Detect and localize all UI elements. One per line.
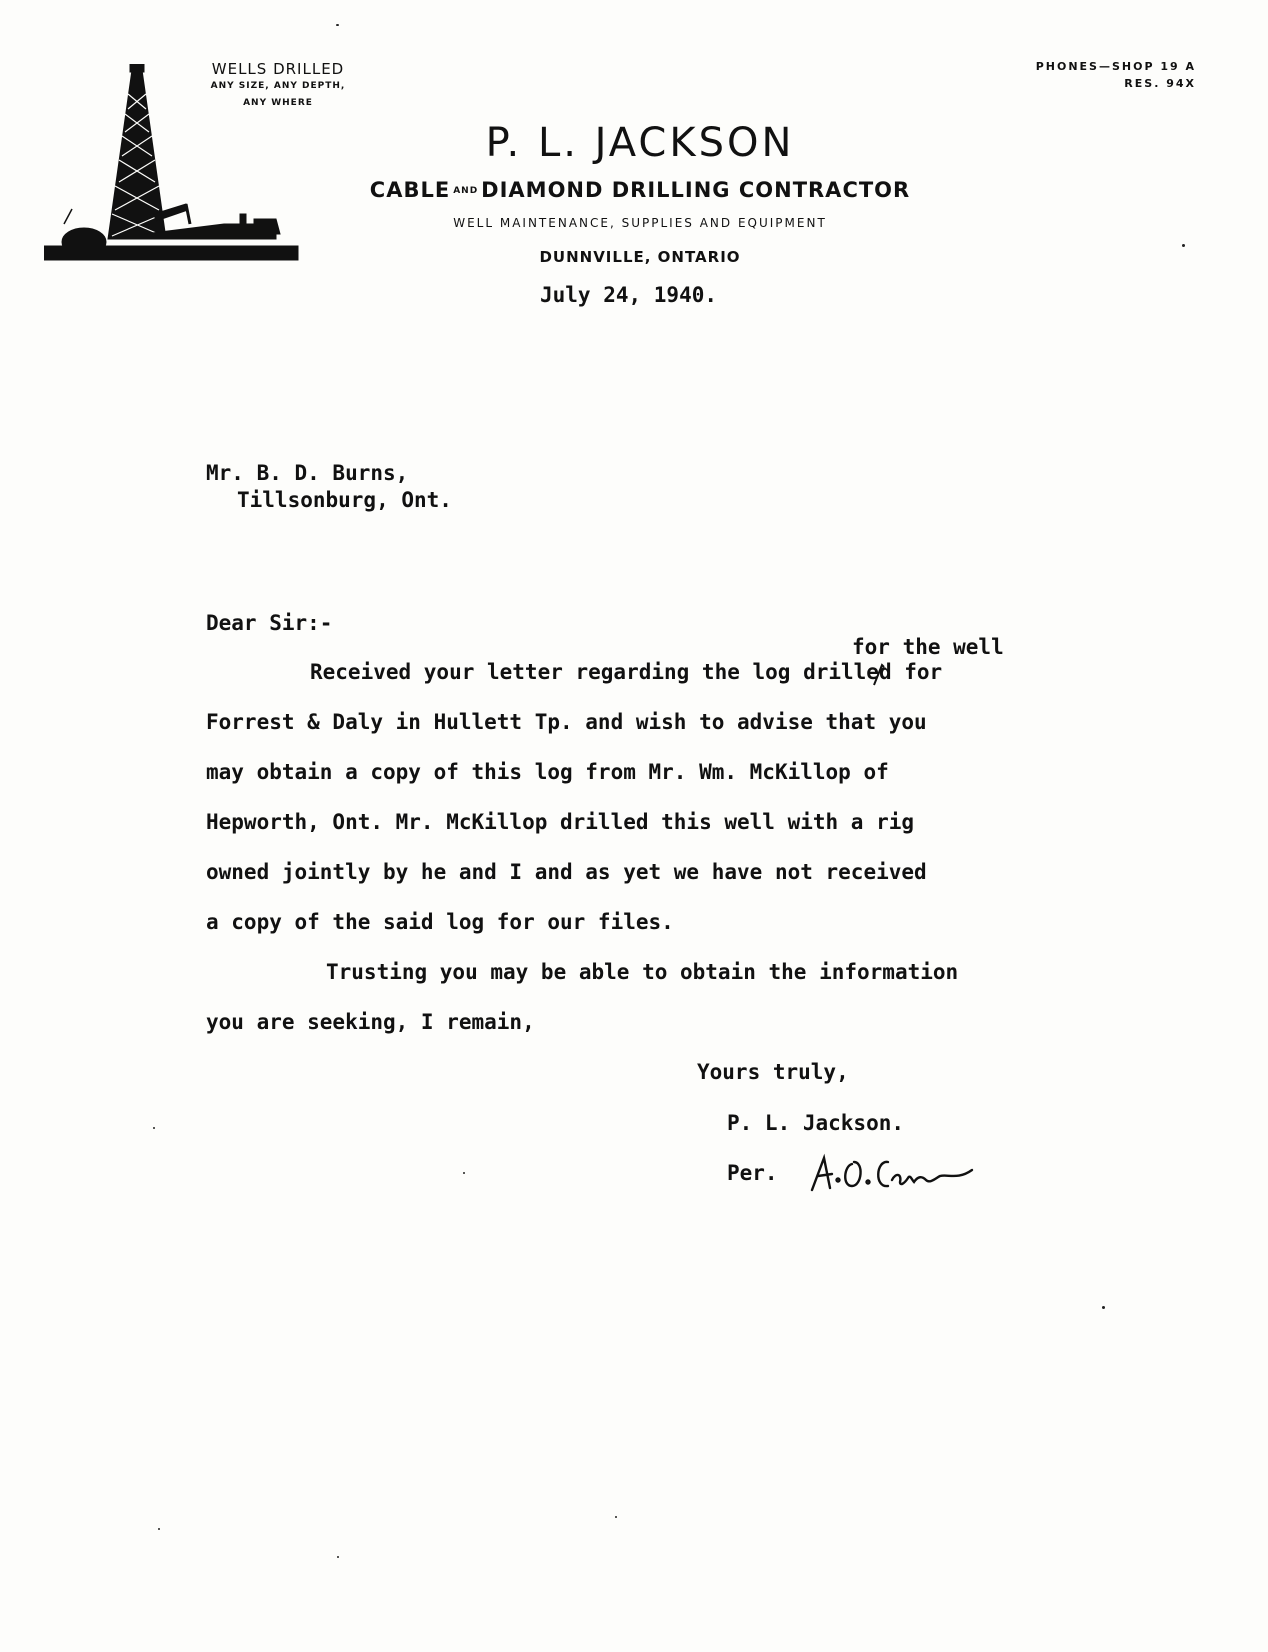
letter-date: July 24, 1940.: [540, 283, 718, 307]
phones-shop: PHONES—SHOP 19 A: [1035, 60, 1196, 73]
scan-speck: [337, 1556, 339, 1558]
scan-speck: [153, 1127, 155, 1129]
inserted-text: for the well: [852, 635, 1004, 659]
trade-part2: DIAMOND DRILLING CONTRACTOR: [481, 178, 911, 202]
firm-city: DUNNVILLE, ONTARIO: [539, 248, 741, 266]
body-line: Received your letter regarding the log drilled for: [310, 660, 943, 684]
scan-speck: [463, 1172, 465, 1174]
signer-name: P. L. Jackson.: [727, 1111, 905, 1135]
body-line: a copy of the said log for our files.: [206, 910, 674, 934]
oil-derrick-icon: [44, 64, 314, 279]
scan-speck: [1182, 244, 1185, 247]
firm-name: P. L. JACKSON: [485, 120, 795, 166]
scan-speck: [1102, 1306, 1105, 1309]
tagline-sub2: ANY WHERE: [243, 98, 313, 108]
per-label: Per.: [727, 1161, 778, 1185]
recipient-name: Mr. B. D. Burns,: [206, 461, 409, 485]
phone-numbers: [1036, 58, 1196, 92]
body-line: Hepworth, Ont. Mr. McKillop drilled this well with a rig: [206, 810, 915, 834]
scan-speck: [336, 24, 339, 26]
closing: Yours truly,: [697, 1060, 849, 1084]
trade-and: AND: [453, 186, 479, 196]
body-line: you are seeking, I remain,: [206, 1010, 535, 1034]
scan-speck: [615, 1516, 617, 1518]
tagline-main: WELLS DRILLED: [211, 60, 345, 78]
firm-trade: [280, 178, 1000, 202]
salutation: Dear Sir:-: [206, 611, 333, 635]
body-line: owned jointly by he and I and as yet we have not received: [206, 860, 927, 884]
body-line: Trusting you may be able to obtain the information: [326, 960, 959, 984]
phones-residence: RES. 94X: [1124, 77, 1196, 90]
scan-speck: [158, 1528, 160, 1530]
tagline-sub1: ANY SIZE, ANY DEPTH,: [210, 81, 346, 91]
body-line: Forrest & Daly in Hullett Tp. and wish to advise that you: [206, 710, 927, 734]
recipient-place: Tillsonburg, Ont.: [237, 488, 452, 512]
firm-services: WELL MAINTENANCE, SUPPLIES AND EQUIPMENT: [453, 216, 827, 230]
body-line: may obtain a copy of this log from Mr. Wm. McKillop of: [206, 760, 889, 784]
trade-part1: CABLE: [369, 178, 451, 202]
handwritten-signature: [808, 1150, 978, 1200]
